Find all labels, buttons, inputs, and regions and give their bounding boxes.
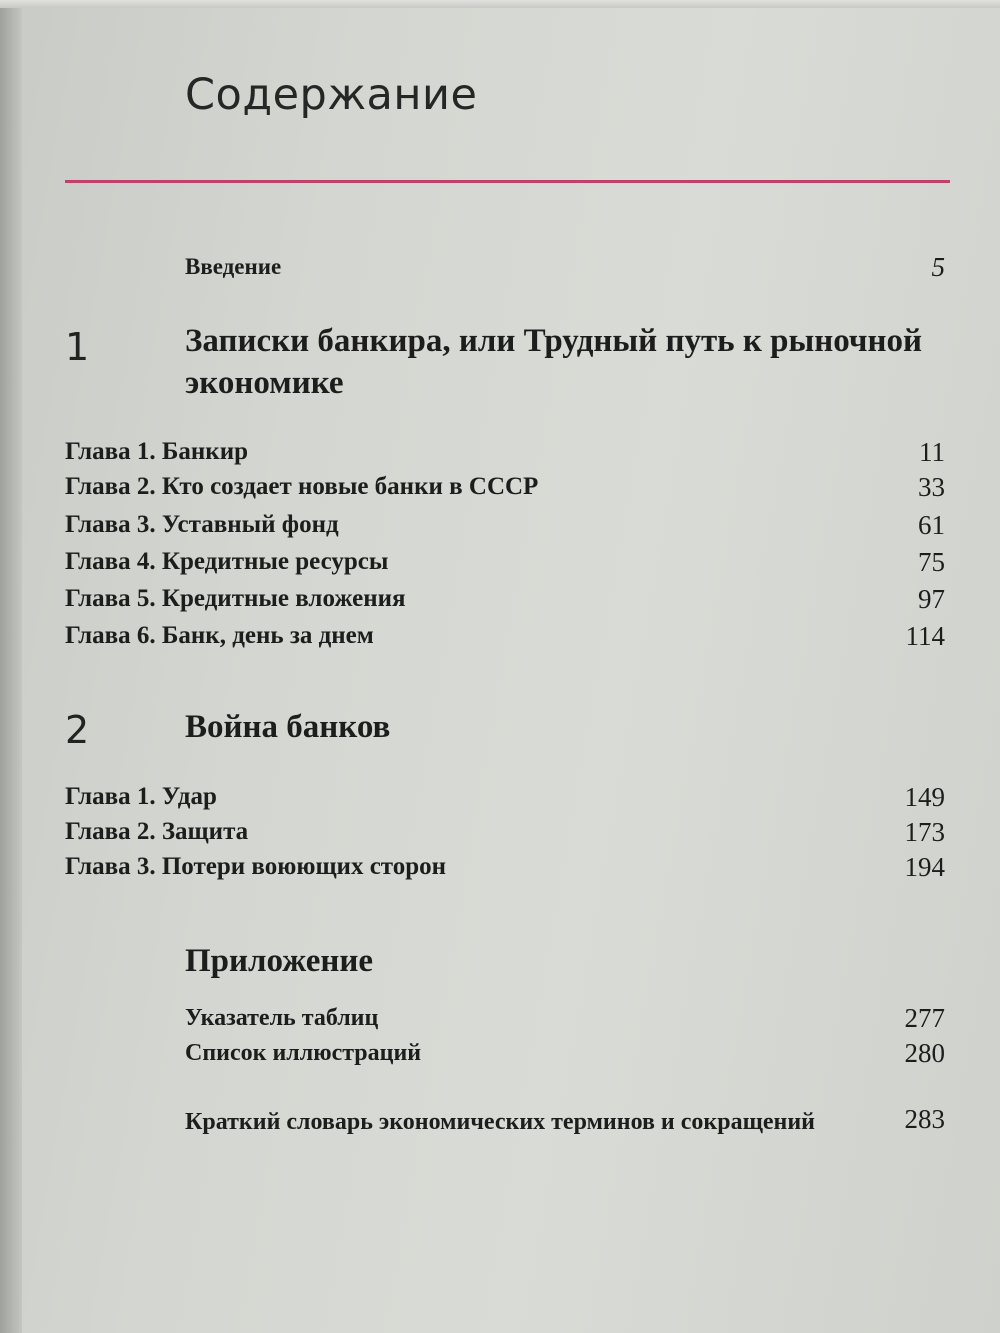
entry-page: 75 (918, 547, 945, 577)
part-title: Записки банкира, или Трудный путь к рыночной экономике (185, 323, 923, 401)
part-number: 1 (65, 325, 90, 369)
page-gutter (0, 0, 22, 1333)
entry-page: 114 (905, 621, 945, 651)
entry-page: 61 (918, 510, 945, 540)
entry-page: 5 (931, 252, 945, 282)
page-top-edge (0, 0, 1000, 8)
entry-label: Глава 1. Банкир (65, 438, 249, 465)
entry-label: Указатель таблиц (185, 1005, 379, 1031)
part-title: Война банков (185, 709, 391, 745)
entry-label: Введение (185, 254, 282, 279)
entry-label: Глава 1. Удар (65, 783, 217, 810)
entry-label: Глава 2. Защита (65, 818, 249, 845)
entry-page: 97 (918, 584, 945, 614)
entry-page: 283 (904, 1104, 945, 1134)
entry-page: 11 (919, 437, 945, 467)
page-title: Содержание (185, 70, 478, 120)
title-rule (65, 180, 950, 183)
entry-label: Краткий словарь экономических терминов и сокращений (185, 1109, 815, 1135)
entry-label: Глава 6. Банк, день за днем (65, 622, 374, 649)
entry-page: 194 (904, 852, 945, 882)
entry-page: 173 (904, 817, 945, 847)
entry-label: Глава 5. Кредитные вложения (65, 585, 406, 612)
entry-label: Глава 3. Уставный фонд (65, 511, 339, 538)
entry-page: 33 (918, 472, 945, 502)
entry-label: Глава 3. Потери воюющих сторон (65, 853, 447, 880)
entry-label: Глава 4. Кредитные ресурсы (65, 548, 389, 575)
entry-page: 277 (904, 1003, 945, 1033)
entry-page: 280 (904, 1038, 945, 1068)
entry-page: 149 (904, 782, 945, 812)
part-number: 2 (65, 708, 90, 752)
entry-label: Глава 2. Кто создает новые банки в СССР (65, 473, 539, 500)
entry-label: Список иллюстраций (185, 1040, 422, 1066)
appendix-title: Приложение (185, 943, 374, 979)
